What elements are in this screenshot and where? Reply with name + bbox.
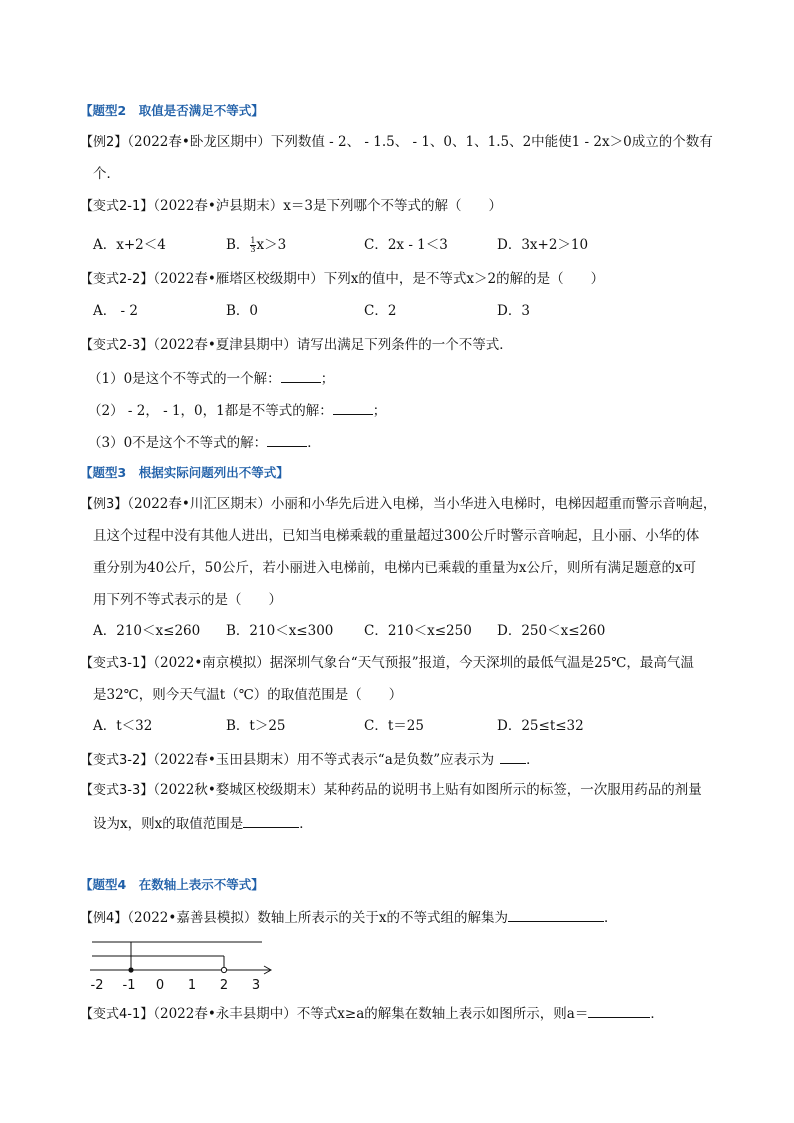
option-b: B．0 <box>226 303 259 319</box>
tick-label: -1 <box>122 978 136 992</box>
example-3 <box>80 495 716 514</box>
section-heading-type2: 【题型2 取值是否满足不等式】 <box>80 103 264 118</box>
sub-question-text: （2） - 2， - 1，0，1都是不等式的解： <box>88 403 333 419</box>
punctuation: ． <box>526 752 540 768</box>
closed-dot <box>128 967 133 972</box>
variant-tag: 【变式2-1】 <box>80 199 154 214</box>
option-text: x＞3 <box>256 237 287 253</box>
option-label: B． <box>226 237 250 253</box>
variant-question: （2022春•玉田县期末）用不等式表示“a是负数”应表示为 <box>153 752 495 768</box>
tick-label: 2 <box>219 978 229 992</box>
example-tag: 【例3】 <box>80 497 128 512</box>
option-d: D．250＜x≤260 <box>497 623 606 639</box>
example-tag: 【例2】 <box>80 135 128 150</box>
section-heading-type4: 【题型4 在数轴上表示不等式】 <box>80 877 264 892</box>
variant-tag: 【变式2-3】 <box>80 338 154 353</box>
tick-label: 1 <box>187 978 197 992</box>
option-b: B．210＜x≤300 <box>226 623 334 639</box>
option-c: C．2 <box>364 303 397 319</box>
number-line-figure <box>84 936 280 992</box>
variant-question: （2022秋•婺城区校级期末）某种药品的说明书上贴有如图所示的标签，一次服用药品的剂量 <box>153 782 702 798</box>
option-a: A． - 2 <box>93 303 138 319</box>
option-a: A．x+2＜4 <box>93 237 166 253</box>
option-c: C．210＜x≤250 <box>364 623 472 639</box>
variant-tag: 【变式3-3】 <box>80 783 154 798</box>
example-text: （2022•嘉善县模拟）数轴上所表示的关于x的不等式组的解集为 <box>127 910 508 926</box>
variant-3-3-line2 <box>93 813 313 833</box>
answer-blank[interactable] <box>333 400 373 415</box>
variant-3-1-line2: 是32℃，则今天气温t（℃）的取值范围是（ ） <box>93 687 403 703</box>
punctuation: ． <box>299 816 313 832</box>
variant-tag: 【变式3-1】 <box>80 656 154 671</box>
tick-label: 0 <box>155 978 165 992</box>
variant-tag: 【变式2-2】 <box>80 272 154 287</box>
tick-label: -2 <box>90 978 104 992</box>
variant-2-2 <box>80 270 604 289</box>
option-d: D．3x+2＞10 <box>497 237 589 253</box>
answer-blank[interactable] <box>267 432 307 447</box>
sub-question-1 <box>88 368 334 388</box>
sub-question-text: （1）0是这个不等式的一个解： <box>88 371 281 387</box>
denominator: 3 <box>250 245 256 254</box>
punctuation: ； <box>320 371 335 387</box>
open-dot <box>221 967 226 972</box>
option-d: D．25≤t≤32 <box>497 718 584 734</box>
sub-question-3 <box>88 432 321 452</box>
variant-question: （2022春•雁塔区校级期中）下列x的值中，是不等式x＞2的解的是（ ） <box>153 271 605 287</box>
example-3-line2: 且这个过程中没有其他人进出，已知当电梯乘载的重量超过300公斤时警示音响起，且小丽、小华的体 <box>93 528 700 544</box>
option-a: A．210＜x≤260 <box>93 623 201 639</box>
variant-3-1 <box>80 654 694 673</box>
variant-3-3 <box>80 781 702 800</box>
variant-question: （2022春•夏津县期中）请写出满足下列条件的一个不等式． <box>153 337 513 353</box>
example-text: （2022春•卧龙区期中）下列数值 - 2、 - 1.5、 - 1、0、1、1.5、2中能使1 - 2x＞0成立的个数有 <box>127 134 713 150</box>
section-heading-type3: 【题型3 根据实际问题列出不等式】 <box>80 465 289 480</box>
numerator: 1 <box>250 236 256 245</box>
option-a: A．t＜32 <box>93 718 153 734</box>
punctuation: ． <box>307 435 321 451</box>
fraction <box>250 237 255 254</box>
example-text: （2022春•川汇区期末）小丽和小华先后进入电梯，当小华进入电梯时，电梯因超重而警示音响起， <box>127 496 717 512</box>
answer-blank[interactable] <box>281 368 321 383</box>
sub-question-2 <box>88 400 386 420</box>
variant-tag: 【变式3-2】 <box>80 753 154 768</box>
option-b: B．t＞25 <box>226 718 286 734</box>
answer-blank[interactable] <box>588 1003 650 1018</box>
variant-tag: 【变式4-1】 <box>80 1007 154 1022</box>
tick-label: 3 <box>251 978 261 992</box>
variant-question: （2022春•永丰县期中）不等式x≥a的解集在数轴上表示如图所示，则a＝ <box>153 1006 589 1022</box>
example-2-cont: 个． <box>93 166 120 182</box>
option-c: C．t＝25 <box>364 718 424 734</box>
punctuation: ． <box>650 1006 664 1022</box>
variant-question: 设为x，则x的取值范围是 <box>93 816 244 832</box>
example-4 <box>80 907 617 928</box>
punctuation: ． <box>603 910 618 926</box>
example-3-line3: 重分别为40公斤，50公斤，若小丽进入电梯前，电梯内已乘载的重量为x公斤，则所有满足题意的x可 <box>93 560 697 576</box>
option-b <box>226 236 286 254</box>
option-d: D．3 <box>497 303 530 319</box>
variant-question: （2022春•泸县期末）x＝3是下列哪个不等式的解（ ） <box>153 198 503 214</box>
example-2 <box>80 133 713 152</box>
answer-blank[interactable] <box>508 907 604 922</box>
punctuation: ； <box>372 403 387 419</box>
option-c: C．2x - 1＜3 <box>364 237 448 253</box>
variant-2-1 <box>80 197 502 216</box>
variant-4-1 <box>80 1003 664 1024</box>
example-3-line4: 用下列不等式表示的是（ ） <box>93 592 282 608</box>
answer-blank[interactable] <box>500 749 526 764</box>
variant-question: （2022•南京模拟）据深圳气象台“天气预报”报道，今天深圳的最低气温是25℃，最高气温 <box>153 655 694 671</box>
answer-blank[interactable] <box>243 813 299 828</box>
sub-question-text: （3）0不是这个不等式的解： <box>88 435 268 451</box>
variant-3-2 <box>80 749 540 770</box>
example-tag: 【例4】 <box>80 911 128 926</box>
variant-2-3 <box>80 336 513 355</box>
